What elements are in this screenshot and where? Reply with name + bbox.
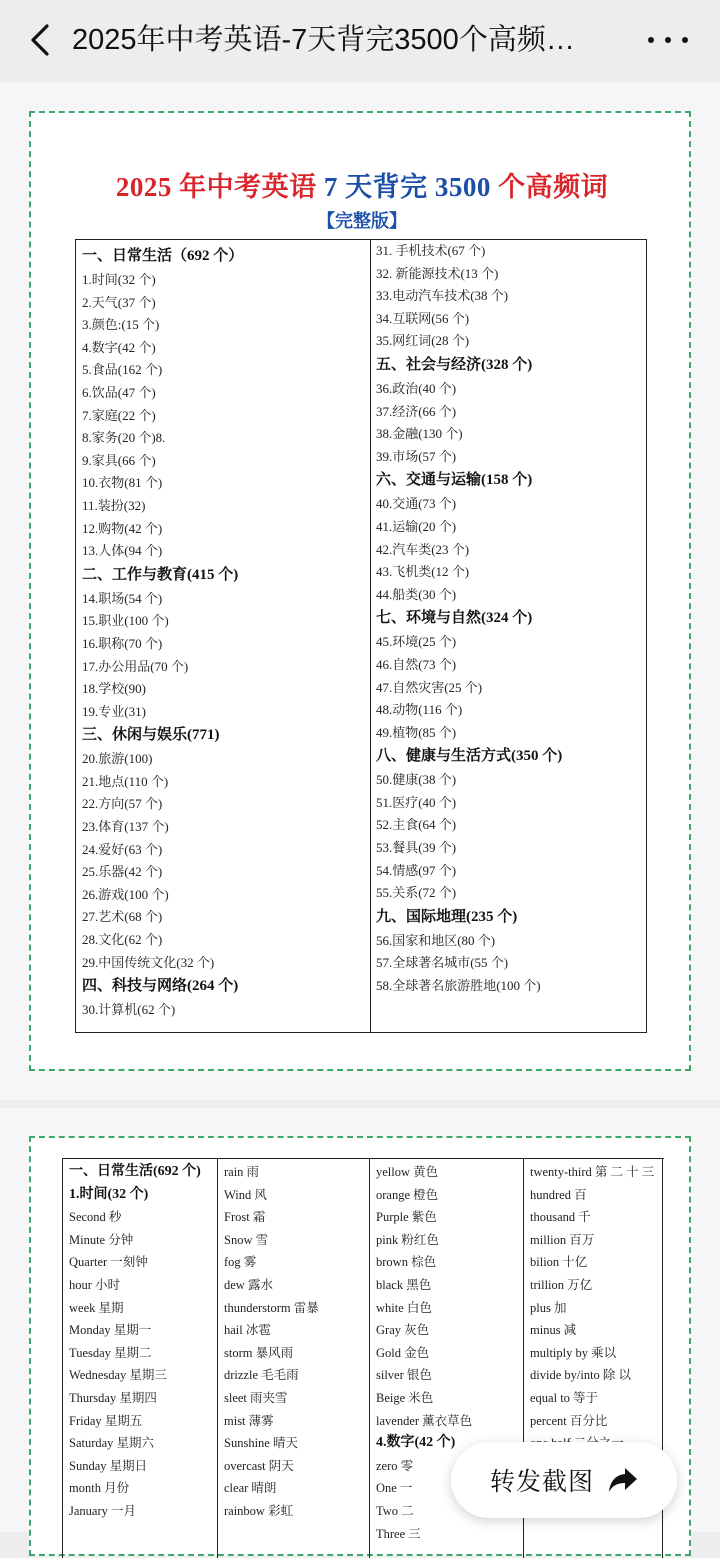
toc-item: 4.数字(42 个) [82, 339, 156, 355]
toc-item: 43.飞机类(12 个) [375, 564, 470, 580]
vocab-entry: twenty-third 第 二 十 三 [530, 1165, 655, 1179]
toc-section-heading: 七、环境与自然(324 个) [375, 610, 533, 627]
vocab-entry: January 一月 [69, 1503, 136, 1518]
toc-item: 2.天气(37 个) [82, 294, 156, 310]
toc-item: 11.装扮(32) [82, 497, 146, 513]
share-screenshot-label: 转发截图 [489, 1468, 594, 1496]
toc-item: 32. 新能源技术(13 个) [375, 265, 499, 281]
toc-item: 29.中国传统文化(32 个) [82, 954, 215, 970]
document-subtitle: 【完整版】 [317, 211, 407, 231]
page-title: 2025年中考英语-7天背完3500个高频… [72, 24, 575, 56]
vocab-entry: trillion 万亿 [530, 1277, 593, 1292]
toc-item: 9.家具(66 个) [82, 452, 156, 468]
vocab-heading: 4.数字(42 个) [376, 1435, 456, 1451]
share-screenshot-button[interactable] [451, 1442, 677, 1518]
vocab-entry: Purple 紫色 [376, 1210, 437, 1225]
toc-item: 35.网红词(28 个) [375, 333, 470, 349]
vocab-entry: rain 雨 [224, 1165, 260, 1179]
toc-item: 30.计算机(62 个) [82, 1002, 176, 1018]
vocab-entry: Tuesday 星期二 [69, 1345, 152, 1360]
vocab-entry: thunderstorm 雷暴 [224, 1300, 319, 1315]
vocab-entry: Friday 星期五 [69, 1413, 143, 1428]
vocab-entry: Quarter 一刻钟 [69, 1255, 148, 1270]
vocab-entry: silver 银色 [376, 1368, 432, 1383]
vocab-entry: sleet 雨夹雪 [224, 1390, 288, 1405]
vocab-entry: One 一 [376, 1481, 413, 1496]
toc-item: 42.汽车类(23 个) [375, 541, 470, 557]
vocab-entry: month 月份 [69, 1481, 130, 1496]
toc-item: 12.购物(42 个) [82, 520, 163, 536]
vocab-entry: Frost 霜 [224, 1210, 266, 1225]
toc-section-heading: 九、国际地理(235 个) [375, 908, 518, 925]
toc-section-heading: 四、科技与网络(264 个) [82, 978, 239, 995]
vocab-entry: week 星期 [69, 1300, 124, 1315]
vocab-entry: Gray 灰色 [376, 1323, 430, 1338]
toc-section-heading: 二、工作与教育(415 个) [82, 566, 239, 583]
vocab-entry: mist 薄雾 [224, 1413, 274, 1428]
vocab-entry: hour 小时 [69, 1277, 121, 1292]
toc-item: 21.地点(110 个) [82, 773, 169, 789]
more-options-button[interactable] [648, 26, 688, 54]
vocab-entry: bilion 十亿 [530, 1255, 588, 1270]
toc-item: 50.健康(38 个) [375, 772, 457, 788]
vocab-entry: black 黑色 [376, 1277, 432, 1292]
vocab-entry: plus 加 [530, 1300, 567, 1315]
vocab-entry: Three 三 [376, 1526, 421, 1541]
vocab-heading: 1.时间(32 个) [69, 1186, 149, 1202]
vocab-entry: Wednesday 星期三 [69, 1368, 167, 1383]
vocab-entry: Snow 雪 [224, 1232, 269, 1247]
toc-item: 20.旅游(100) [82, 751, 153, 767]
vocab-entry: white 白色 [376, 1300, 432, 1315]
vocab-entry: Saturday 星期六 [69, 1436, 155, 1451]
vocab-entry: Sunshine 晴天 [224, 1436, 298, 1451]
toc-section-heading: 六、交通与运输(158 个) [375, 472, 533, 489]
vocab-entry: thousand 千 [530, 1210, 591, 1225]
toc-item: 5.食品(162 个) [82, 362, 163, 378]
vocab-entry: orange 橙色 [376, 1187, 439, 1202]
toc-item: 55.关系(72 个) [375, 885, 457, 901]
vocab-entry: clear 晴朗 [224, 1481, 277, 1496]
toc-item: 6.饮品(47 个) [82, 384, 156, 400]
toc-section-heading: 三、休闲与娱乐(771) [82, 727, 220, 744]
toc-item: 8.家务(20 个)8. [82, 430, 166, 446]
vocab-entry: storm 暴风雨 [224, 1345, 294, 1360]
vocab-entry: Beige 米色 [376, 1390, 434, 1405]
toc-item: 38.金融(130 个) [375, 426, 463, 442]
toc-item: 48.动物(116 个) [375, 702, 463, 718]
vocab-entry: Second 秒 [69, 1210, 122, 1225]
toc-item: 24.爱好(63 个) [82, 841, 163, 857]
toc-left-column [76, 240, 371, 1032]
vocab-entry: Wind 风 [224, 1187, 267, 1202]
vocab-entry: rainbow 彩虹 [224, 1503, 294, 1518]
toc-section-heading: 八、健康与生活方式(350 个) [375, 748, 563, 765]
table-of-contents [75, 239, 647, 1033]
toc-item: 13.人体(94 个) [82, 543, 163, 559]
vocab-entry: brown 棕色 [376, 1255, 437, 1270]
toc-item: 31. 手机技术(67 个) [375, 243, 486, 258]
vocab-entry: Thursday 星期四 [69, 1390, 157, 1405]
toc-item: 16.职称(70 个) [82, 635, 163, 651]
toc-item: 39.市场(57 个) [375, 448, 457, 464]
toc-item: 1.时间(32 个) [82, 272, 156, 287]
toc-item: 25.乐器(42 个) [82, 864, 163, 880]
toc-item: 26.游戏(100 个) [82, 886, 169, 902]
toc-item: 51.医疗(40 个) [375, 794, 457, 810]
toc-item: 34.互联网(56 个) [375, 310, 470, 326]
share-arrow-icon [608, 1467, 638, 1493]
toc-item: 57.全球著名城市(55 个) [375, 955, 509, 971]
toc-item: 36.政治(40 个) [375, 380, 457, 396]
vocab-entry: equal to 等于 [530, 1390, 599, 1405]
toc-item: 22.方向(57 个) [82, 796, 163, 812]
document-title: 2025 年中考英语 7 天背完 3500 个高频词 [115, 172, 609, 202]
vocab-entry: minus 减 [530, 1323, 577, 1338]
chevron-left-icon [29, 23, 51, 57]
back-button[interactable] [22, 22, 58, 58]
toc-item: 47.自然灾害(25 个) [375, 679, 483, 695]
vocab-entry: divide by/into 除 以 [530, 1368, 632, 1383]
page-1-frame [29, 111, 691, 1071]
more-dots-icon [648, 37, 654, 43]
toc-item: 54.情感(97 个) [375, 862, 457, 878]
toc-item: 41.运输(20 个) [375, 518, 457, 534]
vocab-entry: hundred 百 [530, 1187, 587, 1202]
vocab-entry: lavender 薰衣草色 [376, 1413, 473, 1428]
vocab-entry: million 百万 [530, 1232, 595, 1247]
toc-item: 33.电动汽车技术(38 个) [375, 288, 509, 304]
toc-item: 14.职场(54 个) [82, 590, 163, 606]
toc-item: 56.国家和地区(80 个) [375, 932, 496, 948]
vocab-entry: multiply by 乘以 [530, 1345, 617, 1360]
toc-item: 7.家庭(22 个) [82, 407, 156, 423]
toc-item: 44.船类(30 个) [375, 586, 457, 602]
vocab-entry: zero 零 [376, 1458, 414, 1473]
toc-item: 17.办公用品(70 个) [82, 658, 189, 674]
vocab-entry: fog 雾 [224, 1255, 257, 1270]
toc-item: 45.环境(25 个) [375, 634, 457, 650]
toc-item: 27.艺术(68 个) [82, 909, 163, 925]
vocab-entry: yellow 黄色 [376, 1165, 439, 1179]
document-page-1 [0, 82, 720, 1100]
vocab-entry: Sunday 星期日 [69, 1458, 148, 1473]
toc-item: 18.学校(90) [82, 681, 146, 697]
toc-item: 53.餐具(39 个) [375, 840, 457, 856]
top-bar [0, 0, 720, 82]
vocab-entry: pink 粉红色 [376, 1232, 439, 1247]
toc-item: 52.主食(64 个) [375, 817, 457, 833]
toc-item: 28.文化(62 个) [82, 932, 163, 948]
toc-item: 3.颜色:(15 个) [82, 317, 160, 333]
vocab-entry: dew 露水 [224, 1277, 273, 1292]
vocab-entry: Monday 星期一 [69, 1323, 152, 1338]
toc-item: 15.职业(100 个) [82, 613, 169, 629]
vocab-heading: 一、日常生活(692 个) [69, 1164, 201, 1179]
vocab-entry: overcast 阴天 [224, 1458, 294, 1473]
vocab-entry: Two 二 [376, 1503, 414, 1518]
vocab-entry: Gold 金色 [376, 1345, 430, 1360]
vocab-entry: percent 百分比 [530, 1413, 608, 1428]
vocab-entry: Minute 分钟 [69, 1232, 134, 1247]
toc-item: 23.体育(137 个) [82, 819, 169, 835]
vocab-column-1 [63, 1159, 218, 1558]
toc-section-heading: 一、日常生活（692 个） [82, 248, 244, 264]
toc-item: 19.专业(31) [82, 703, 146, 719]
vocab-column-2 [218, 1159, 370, 1558]
toc-item: 37.经济(66 个) [375, 403, 457, 419]
vocab-entry: drizzle 毛毛雨 [224, 1368, 299, 1383]
toc-item: 49.植物(85 个) [375, 724, 457, 740]
toc-item: 40.交通(73 个) [375, 496, 457, 512]
toc-item: 46.自然(73 个) [375, 656, 457, 672]
toc-section-heading: 五、社会与经济(328 个) [375, 356, 533, 373]
toc-item: 58.全球著名旅游胜地(100 个) [375, 978, 541, 994]
toc-item: 10.衣物(81 个) [82, 475, 163, 491]
toc-right-column [371, 240, 646, 1032]
vocab-entry: hail 冰雹 [224, 1323, 271, 1338]
